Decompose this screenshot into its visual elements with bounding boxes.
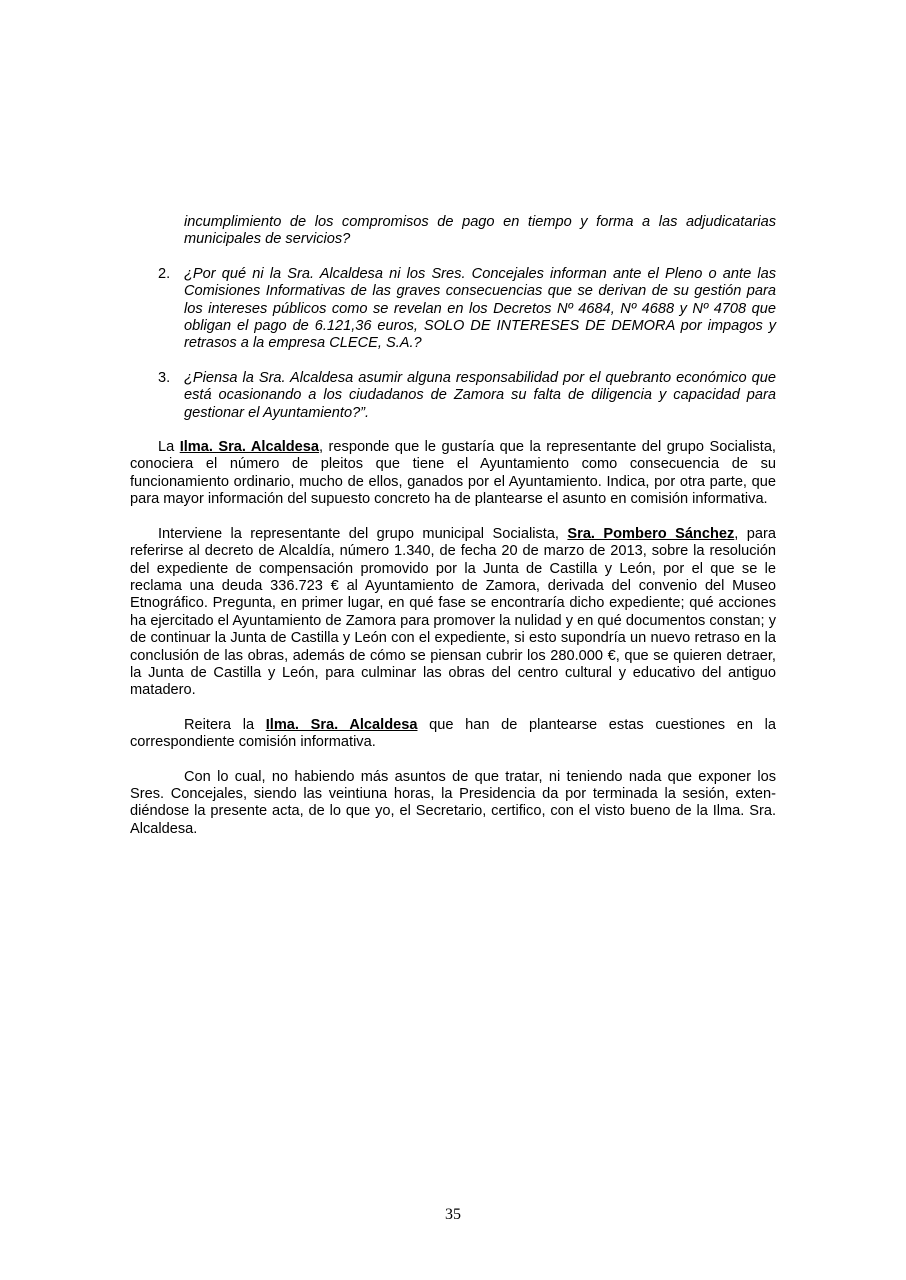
question-text: ¿Piensa la Sra. Alcaldesa asumir alguna responsabilidad por el quebranto económico que está ocasionando a los ciudadanos de Zamora su falta de diligencia y capacidad para gestionar el Ayuntamiento?”. <box>184 369 776 421</box>
question-text: ¿Por qué ni la Sra. Alcaldesa ni los Sres. Concejales informan ante el Pleno o ante las Comisiones Informativas de las graves consecuencias que se derivan de su gestión para los intereses públicos como se revelan en los Decretos Nº 4684, Nº 4688 y Nº 4708 que obligan el pago de 6.121,36 euros, SOLO DE INTERESES DE DEMORA por impagos y retrasos a la empresa CLECE, S.A.? <box>184 265 776 352</box>
question-number: 2. <box>158 265 171 282</box>
paragraph-closing: Con lo cual, no habiendo más asuntos de que tratar, ni teniendo nada que exponer los Sres. Concejales, siendo las veintiuna horas, la Presidencia da por terminada la sesión, exten-diéndose la presente acta, de lo que yo, el Secretario, certifico, con el visto bueno de la Ilma. Sra. Alcaldesa. <box>130 768 776 837</box>
paragraph-alcaldesa-reiterates: Reitera la Ilma. Sra. Alcaldesa que han de plantearse estas cuestiones en la correspondiente comisión informativa. <box>130 716 777 751</box>
document-body <box>130 214 776 838</box>
speaker-name: Sra. Pombero Sánchez <box>567 525 735 542</box>
question-number: 3. <box>158 369 171 386</box>
page-number: 35 <box>445 1206 461 1223</box>
question-item <box>130 370 776 422</box>
speaker-name: Ilma. Sra. Alcaldesa <box>265 716 418 733</box>
paragraph-alcaldesa-response: La Ilma. Sra. Alcaldesa, responde que le gustaría que la representante del grupo Socialista, conociera el número de pleitos que tiene el Ayuntamiento como consecuencia de su funcionamiento ordinario, mucho de ellos, ganados por el Ayuntamiento. Indica, por otra parte, que para mayor información del supuesto concreto ha de plantearse el asunto en comisión informativa. <box>130 439 776 508</box>
continued-question: incumplimiento de los compromisos de pago en tiempo y forma a las adjudicatarias municipales de servicios? <box>184 214 776 248</box>
speaker-name: Ilma. Sra. Alcaldesa <box>179 439 320 456</box>
question-item <box>130 266 776 353</box>
paragraph-pombero-intervention: Interviene la representante del grupo municipal Socialista, Sra. Pombero Sánchez, para referirse al decreto de Alcaldía, número 1.340, de fecha 20 de marzo de 2013, sobre la resolución del expediente de compensación promovido por la Junta de Castilla y León, por el que se le reclama una deuda 336.723 € al Ayuntamiento de Zamora, derivada del convenio del Museo Etnográfico. Pregunta, en primer lugar, en qué fase se encontraría dicho expediente; qué acciones ha ejercitado el Ayuntamiento de Zamora para promover la nulidad y en qué documentos constan; y de continuar la Junta de Castilla y León con el expediente, si esto supondría un nuevo retraso en la conclusión de las obras, además de cómo se piensan cubrir los 280.000 €, que se quieren detraer, la Junta de Castilla y León, para culminar las obras del centro cultural y educativo del antiguo matadero. <box>130 525 776 699</box>
